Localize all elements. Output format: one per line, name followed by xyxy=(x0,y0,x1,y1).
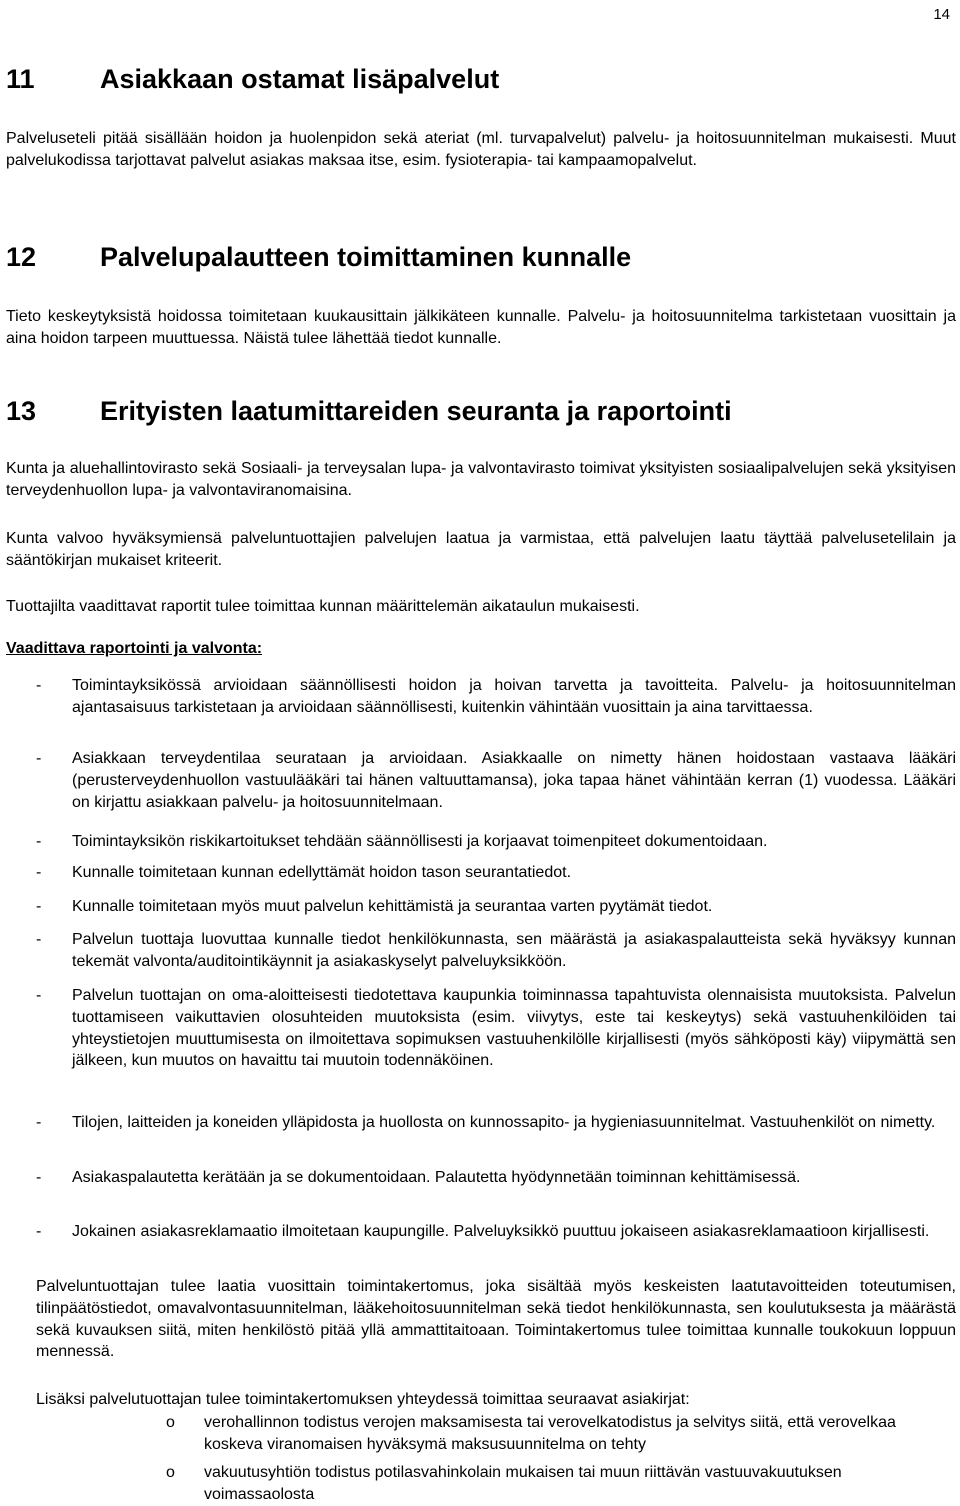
list-marker: - xyxy=(36,1114,42,1131)
list-item: o verohallinnon todistus verojen maksamisesta tai verovelkatodistus ja selvitys siitä, että verovelkaa koskeva viranomaisen hyväksymä maksusuunnitelma on tehty xyxy=(166,1414,896,1453)
heading-section-13 xyxy=(6,396,732,427)
list-marker: - xyxy=(36,833,42,850)
section-title: Palvelupalautteen toimittaminen kunnalle xyxy=(100,242,632,272)
list-item: - Kunnalle toimitetaan myös muut palvelun kehittämistä ja seurantaa varten pyytämät tiedot. xyxy=(36,896,956,918)
paragraph: Kunta ja aluehallintovirasto sekä Sosiaali- ja terveysalan lupa- ja valvontavirasto toimivat yksityisten sosiaalipalvelujen sekä yksityisen terveydenhuollon lupa- ja valvontaviranomaisina. xyxy=(6,460,956,499)
section-title: Asiakkaan ostamat lisäpalvelut xyxy=(100,64,500,94)
list-item: - Palvelun tuottaja luovuttaa kunnalle tiedot henkilökunnasta, sen määrästä ja asiakaspalautteista sekä hyväksyy kunnan tekemät valvonta/auditointikäynnit ja asiakaskyselyt palveluyksikköön. xyxy=(36,931,956,970)
list-item: - Asiakaspalautetta kerätään ja se dokumentoidaan. Palautetta hyödynnetään toiminnan kehittämisessä. xyxy=(36,1167,956,1189)
list-item: - Jokainen asiakasreklamaatio ilmoitetaan kaupungille. Palveluyksikkö puuttuu jokaiseen asiakasreklamaatioon kirjallisesti. xyxy=(36,1221,956,1243)
paragraph: Tuottajilta vaadittavat raportit tulee toimittaa kunnan määrittelemän aikataulun mukaisesti. xyxy=(6,598,640,615)
list-item: - Tilojen, laitteiden ja koneiden ylläpidosta ja huollosta on kunnossapito- ja hygieniasuunnitelmat. Vastuuhenkilöt on nimetty. xyxy=(36,1112,956,1134)
list-marker: - xyxy=(36,931,42,948)
list-item: - Kunnalle toimitetaan kunnan edellyttämät hoidon tason seurantatiedot. xyxy=(36,862,956,884)
list-item: o vakuutusyhtiön todistus potilasvahinkolain mukaisen tai muun riittävän vastuuvakuutuksen voimassaolosta xyxy=(166,1464,842,1503)
paragraph: Palveluseteli pitää sisällään hoidon ja huolenpidon sekä ateriat (ml. turvapalvelut) palvelu- ja hoitosuunnitelman mukaisesti. Muut palvelukodissa tarjottavat palvelut asiakas maksaa itse, esim. fysioterapia- tai kampaamopalvelut. xyxy=(6,130,956,169)
list-item: - Palvelun tuottajan on oma-aloitteisesti tiedotettava kaupunkia toiminnassa tapahtuvista olennaisista muutoksista. Palvelun tuottamiseen vaikuttavien olosuhteiden muutoksista (esim. viivytys, este tai keskeytys) sekä vastuuhenkilöiden tai yhteystietojen muuttumisesta on ilmoitettava sopimuksen vastuuhenkilölle kirjallisesti (myös sähköposti käy) viipymättä sen jälkeen, kun muutos on havaittu tai muutoin todennäköinen. xyxy=(36,987,956,1070)
list-item: - Toimintayksikön riskikartoitukset tehdään säännöllisesti ja korjaavat toimenpiteet dokumentoidaan. xyxy=(36,831,956,853)
section-number: 13 xyxy=(6,396,37,426)
list-marker: o xyxy=(166,1464,175,1481)
paragraph: Lisäksi palvelutuottajan tulee toimintakertomuksen yhteydessä toimittaa seuraavat asiakirjat: xyxy=(36,1391,690,1408)
list-marker: - xyxy=(36,677,42,694)
list-marker: - xyxy=(36,864,42,881)
heading-section-12 xyxy=(6,242,631,273)
list-marker: - xyxy=(36,898,42,915)
list-item: - Toimintayksikössä arvioidaan säännöllisesti hoidon ja hoivan tarvetta ja tavoitteita. Palvelu- ja hoitosuunnitelman ajantasaisuus tarkistetaan ja arvioidaan säännöllisesti, kuitenkin vähintään vuosittain ja aina tarvittaessa. xyxy=(36,677,956,716)
list-marker: - xyxy=(36,1169,42,1186)
section-number: 11 xyxy=(6,64,35,94)
paragraph: Tieto keskeytyksistä hoidossa toimitetaan kuukausittain jälkikäteen kunnalle. Palvelu- ja hoitosuunnitelma tarkistetaan vuosittain ja aina hoidon tarpeen muuttuessa. Näistä tulee lähettää tiedot kunnalle. xyxy=(6,308,956,347)
section-title: Erityisten laatumittareiden seuranta ja raportointi xyxy=(100,396,732,426)
list-marker: - xyxy=(36,1223,42,1240)
list-marker: o xyxy=(166,1414,175,1431)
paragraph: Palveluntuottajan tulee laatia vuosittain toimintakertomus, joka sisältää myös keskeisten laatutavoitteiden toteutumisen, tilinpäätöstiedot, omavalvontasuunnitelman, lääkehoitosuunnitelman sekä tiedot henkilökunnasta, sen koulutuksesta ja määrästä sekä kuvauksen siitä, miten henkilöstö pitää yllä ammattitaitoaan. Toimintakertomus tulee toimittaa kunnalle toukokuun loppuun mennessä. xyxy=(36,1278,956,1361)
paragraph: Kunta valvoo hyväksymiensä palveluntuottajien palvelujen laatua ja varmistaa, että palvelujen laatu täyttää palvelusetelilain ja sääntökirjan mukaiset kriteerit. xyxy=(6,530,956,569)
list-marker: - xyxy=(36,987,42,1004)
page-number: 14 xyxy=(933,6,950,23)
list-marker: - xyxy=(36,750,42,767)
section-number: 12 xyxy=(6,242,37,272)
heading-section-11 xyxy=(6,64,499,95)
list-item: - Asiakkaan terveydentilaa seurataan ja arvioidaan. Asiakkaalle on nimetty hänen hoidostaan vastaava lääkäri (perusterveydenhuollon vastuulääkäri tai hänen valtuuttamansa), joka tapaa hänet vähintään kerran (1) vuodessa. Lääkäri on kirjattu asiakkaan palvelu- ja hoitosuunnitelmaan. xyxy=(36,750,956,811)
subheading: Vaadittava raportointi ja valvonta: xyxy=(6,640,263,657)
